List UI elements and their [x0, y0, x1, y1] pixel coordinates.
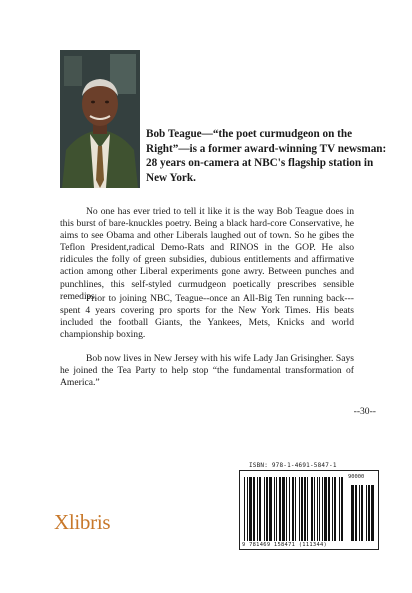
barcode — [239, 470, 379, 550]
barcode-addon: 90000 — [348, 474, 365, 480]
barcode-icon — [240, 471, 378, 549]
blurb-paragraph-1: No one has ever tried to tell it like it is the way Bob Teague does in this burst of bare-knuckles poetry. Being a black hard-core Conservative, he aims to see Obama and other Liberals laughed out of town. So he gibes the Teflon President,radical Demo-Rats and RINOS in the GOP. He also ridicules the folly of green subsidies, dubious entitlements and affirmative action among other Liberal experiments gone awry. Between punches and punchlines, this self-styled curmudgeon poetically prescribes sensible remedies. — [60, 206, 354, 302]
author-photo — [60, 50, 140, 188]
blurb-paragraph-2: Prior to joining NBC, Teague--once an All-Big Ten running back---spent 4 years covering pro sports for the New York Times. His beats included the football Giants, the Yankees, Mets, Knicks and world championship boxing. — [60, 293, 354, 341]
author-intro: Bob Teague—“the poet curmudgeon on the Right”—is a former award-winning TV newsman: 28 years on-camera at NBC's flagship station in New York. — [146, 128, 387, 184]
author-portrait-icon — [60, 50, 140, 188]
isbn-label: ISBN: 978-1-4691-5847-1 — [249, 462, 337, 469]
blurb-paragraph-3: Bob now lives in New Jersey with his wife Lady Jan Grisingher. Says he joined the Tea Party to help stop “the fundamental transformation of America.” — [60, 353, 354, 389]
publisher-logo: Xlibris — [54, 510, 111, 534]
barcode-digits: 9 781469 158471 (111344) — [242, 542, 376, 548]
signoff: --30-- — [353, 406, 376, 417]
